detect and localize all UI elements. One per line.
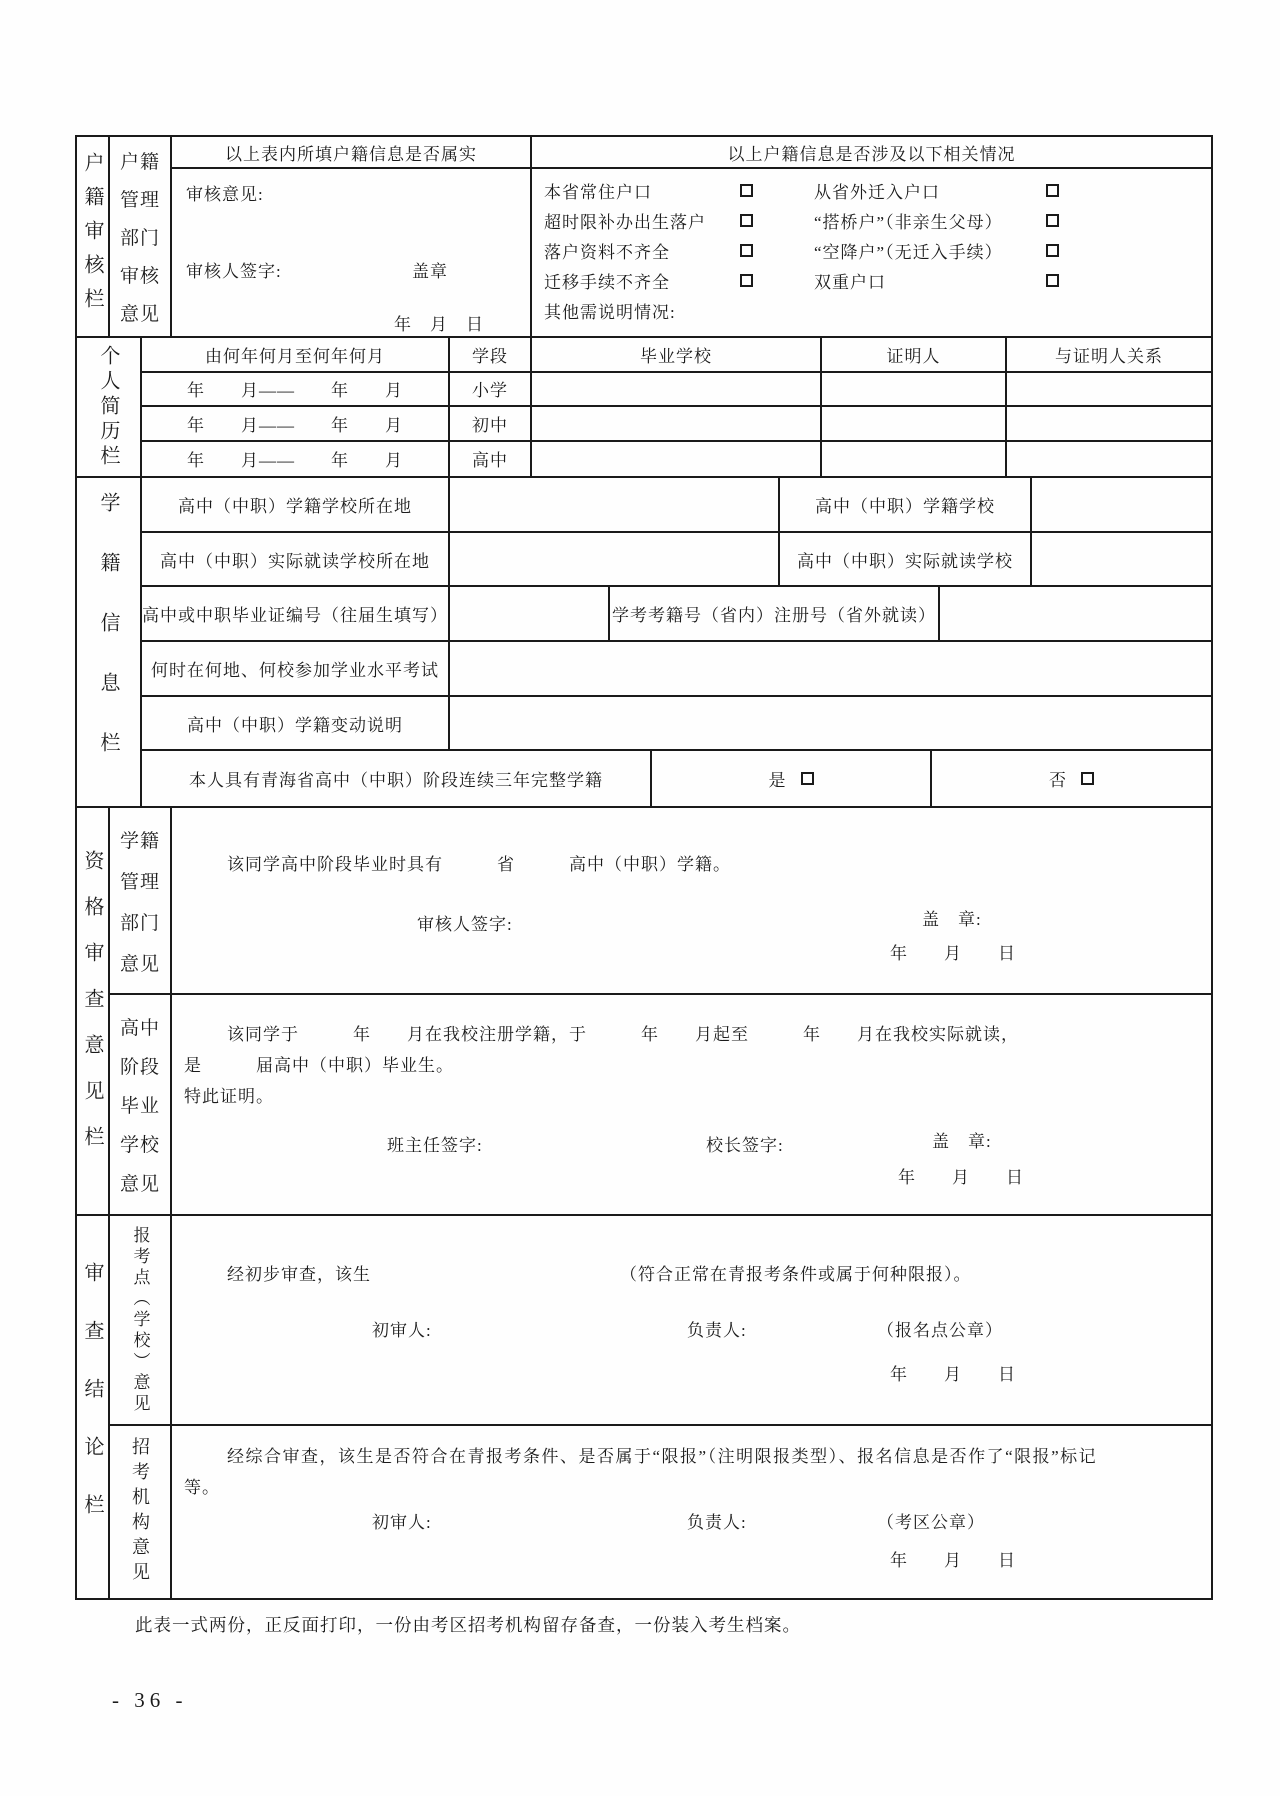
- household-authenticity-cell: [172, 137, 532, 336]
- household-section-label-text: 户籍审核栏: [81, 151, 103, 322]
- school-statement-line1: 该同学于 年 月在我校注册学籍，于 年 月起至 年 月在我校实际就读，: [227, 1025, 1019, 1045]
- no-option-cell: [932, 751, 1211, 806]
- checkbox-icon: [1046, 214, 1059, 227]
- situation-item: 本省常住户口: [544, 183, 652, 202]
- roll-school-location-label: 高中（中职）学籍学校所在地: [142, 478, 450, 531]
- col-header-period: 由何年何月至何年何月: [142, 338, 450, 371]
- qualification-review-section: [77, 808, 1211, 1216]
- school-statement-line3: 特此证明。: [184, 1087, 274, 1107]
- empty-cell: [1007, 442, 1211, 476]
- recruitment-agency-opinion-body: [172, 1426, 1211, 1598]
- principal-signature-label: 校长签字:: [706, 1136, 784, 1156]
- roll-dept-opinion-body: [172, 808, 1211, 993]
- exam-site-label: [110, 1216, 172, 1424]
- school-roll-section-label-text: 学籍信息栏: [97, 492, 119, 792]
- stage-cell: 小学: [450, 373, 532, 406]
- academic-level-exam-label: 何时在何地、何校参加学业水平考试: [142, 642, 450, 695]
- seal-label: 盖 章:: [932, 1132, 992, 1152]
- seal-label: 盖 章:: [922, 910, 982, 929]
- recruitment-agency-label: [110, 1426, 172, 1598]
- situation-item: 落户资料不齐全: [544, 243, 670, 262]
- stage-cell: 初中: [450, 407, 532, 440]
- empty-cell: [450, 478, 780, 531]
- roll-row-5: [142, 697, 1211, 752]
- stage-cell: 高中: [450, 442, 532, 476]
- empty-cell: [1032, 478, 1211, 531]
- agency-statement-line2: 等。: [184, 1478, 220, 1497]
- checkbox-icon: [1046, 184, 1059, 197]
- date-label: 年 月 日: [890, 944, 1016, 963]
- household-dept-label: 户籍 管理 部门 审核 意见: [110, 137, 172, 336]
- period-cell: 年 月—— 年 月: [142, 373, 450, 406]
- exam-site-label-text: 报考点（学校）意见: [130, 1225, 150, 1415]
- review-conclusion-section: [77, 1216, 1211, 1598]
- resume-row-senior: [142, 442, 1211, 476]
- col-header-graduation-school: 毕业学校: [532, 338, 822, 371]
- personal-resume-section: [77, 338, 1211, 478]
- recruitment-agency-label-text: 招考机构意见: [130, 1437, 150, 1587]
- conclusion-section-label-text: 审查结论栏: [81, 1262, 103, 1552]
- resume-section-label: [77, 338, 142, 476]
- school-roll-section: [77, 478, 1211, 808]
- three-year-roll-label: 本人具有青海省高中（中职）阶段连续三年完整学籍: [142, 751, 652, 806]
- actual-school-location-label: 高中（中职）实际就读学校所在地: [142, 533, 450, 586]
- empty-cell: [1007, 407, 1211, 440]
- roll-row-1: [142, 478, 1211, 533]
- household-review-section: [77, 137, 1211, 338]
- checkbox-icon: [1046, 274, 1059, 287]
- household-situations-cell: [532, 137, 1211, 336]
- review-form-table: [75, 135, 1213, 1600]
- graduation-school-opinion-row: [110, 995, 1211, 1214]
- empty-cell: [940, 587, 1211, 640]
- auditor-signature-label: 审核人签字:: [417, 915, 513, 934]
- roll-dept-statement: 该同学高中阶段毕业时具有 省 高中（中职）学籍。: [227, 855, 731, 874]
- audit-opinion-label: 审核意见:: [186, 185, 264, 204]
- resume-section-label-text: 个人简历栏: [97, 344, 119, 470]
- graduation-school-opinion-body: [172, 995, 1211, 1214]
- household-situations-body: [532, 169, 1211, 336]
- household-authenticity-body: [172, 169, 530, 336]
- exam-site-opinion-row: [110, 1216, 1211, 1426]
- roll-row-3: [142, 587, 1211, 642]
- checkbox-icon: [740, 244, 753, 257]
- roll-dept-opinion-row: [110, 808, 1211, 995]
- roll-row-4: [142, 642, 1211, 697]
- agency-statement-line1: 经综合审查，该生是否符合在青报考条件、是否属于“限报”（注明限报类型）、报名信息是否作了“限报”标记: [227, 1447, 1098, 1466]
- roll-row-6: [142, 751, 1211, 806]
- page-number: - 36 -: [112, 1688, 188, 1712]
- empty-cell: [1007, 373, 1211, 406]
- household-situations-header: 以上户籍信息是否涉及以下相关情况: [532, 137, 1211, 169]
- checkbox-icon: [801, 772, 814, 785]
- actual-school-label: 高中（中职）实际就读学校: [780, 533, 1032, 586]
- col-header-certifier-relation: 与证明人关系: [1055, 346, 1163, 366]
- qualification-section-label: [77, 808, 110, 1214]
- col-header-stage: 学段: [450, 338, 532, 371]
- recruitment-agency-opinion-row: [110, 1426, 1211, 1598]
- checkbox-icon: [740, 184, 753, 197]
- checkbox-icon: [740, 214, 753, 227]
- resume-row-junior: [142, 407, 1211, 442]
- roll-school-label: 高中（中职）学籍学校: [780, 478, 1032, 531]
- situation-item: 双重户口: [814, 273, 886, 292]
- household-section-label: [77, 137, 110, 336]
- responsible-person-label: 负责人:: [687, 1321, 747, 1340]
- empty-cell: [450, 642, 1211, 695]
- resume-header-row: [142, 338, 1211, 373]
- registration-site-seal-label: （报名点公章）: [877, 1321, 1003, 1340]
- empty-cell: [532, 373, 822, 406]
- school-roll-section-label: [77, 478, 142, 806]
- checkbox-icon: [1081, 772, 1094, 785]
- seal-label: 盖章: [412, 262, 448, 281]
- date-label: 年 月 日: [898, 1168, 1024, 1188]
- yes-option-cell: [652, 751, 932, 806]
- empty-cell: [1032, 533, 1211, 586]
- date-label: 年 月 日: [890, 1365, 1016, 1384]
- empty-cell: [822, 373, 1007, 406]
- school-statement-line2: 是 届高中（中职）毕业生。: [184, 1056, 454, 1076]
- first-reviewer-label: 初审人:: [372, 1513, 432, 1532]
- household-situations-list: [544, 178, 1205, 323]
- checkbox-icon: [740, 274, 753, 287]
- household-authenticity-header: 以上表内所填户籍信息是否属实: [172, 137, 530, 169]
- empty-cell: [822, 442, 1007, 476]
- exam-site-opinion-body: [172, 1216, 1211, 1424]
- situation-item: “搭桥户”（非亲生父母）: [814, 213, 1003, 232]
- empty-cell: [450, 533, 780, 586]
- site-statement-suffix: （符合正常在青报考条件或属于何种限报）。: [620, 1265, 972, 1284]
- period-cell: 年 月—— 年 月: [142, 442, 450, 476]
- date-label: 年 月 日: [890, 1551, 1016, 1570]
- empty-cell: [822, 407, 1007, 440]
- empty-cell: [450, 697, 1211, 750]
- situation-item: 迁移手续不齐全: [544, 273, 670, 292]
- exam-registration-number-label: 学考考籍号（省内）注册号（省外就读）: [610, 587, 940, 640]
- school-roll-table: [142, 478, 1211, 806]
- head-teacher-signature-label: 班主任签字:: [387, 1136, 483, 1156]
- conclusion-section-label: [77, 1216, 110, 1598]
- situation-item: “空降户”（无迁入手续）: [814, 243, 1003, 262]
- roll-dept-label: 学籍 管理 部门 意见: [110, 808, 172, 993]
- first-reviewer-label: 初审人:: [372, 1321, 432, 1340]
- col-header-certifier: 证明人: [822, 338, 1007, 371]
- form-footnote: 此表一式两份，正反面打印，一份由考区招考机构留存备查，一份装入考生档案。: [135, 1615, 801, 1635]
- other-situation-label: 其他需说明情况:: [544, 303, 676, 322]
- situation-item: 超时限补办出生落户: [544, 213, 706, 232]
- date-label: 年 月 日: [394, 315, 484, 334]
- diploma-number-label: 高中或中职毕业证编号（往届生填写）: [142, 587, 450, 640]
- resume-row-primary: [142, 373, 1211, 408]
- empty-cell: [450, 587, 610, 640]
- qualification-section-label-text: 资格审查意见栏: [81, 850, 103, 1172]
- period-cell: 年 月—— 年 月: [142, 407, 450, 440]
- auditor-signature-label: 审核人签字:: [186, 262, 282, 281]
- situation-item: 从省外迁入户口: [814, 183, 940, 202]
- roll-row-2: [142, 533, 1211, 588]
- empty-cell: [532, 407, 822, 440]
- resume-table: [142, 338, 1211, 476]
- empty-cell: [532, 442, 822, 476]
- no-label: 否: [1049, 771, 1067, 791]
- exam-district-seal-label: （考区公章）: [877, 1513, 985, 1532]
- graduation-school-label: 高中 阶段 毕业 学校 意见: [110, 995, 172, 1214]
- checkbox-icon: [1046, 244, 1059, 257]
- yes-label: 是: [768, 771, 787, 791]
- site-statement-prefix: 经初步审查，该生: [227, 1265, 371, 1284]
- responsible-person-label: 负责人:: [687, 1513, 747, 1532]
- roll-change-note-label: 高中（中职）学籍变动说明: [142, 697, 450, 750]
